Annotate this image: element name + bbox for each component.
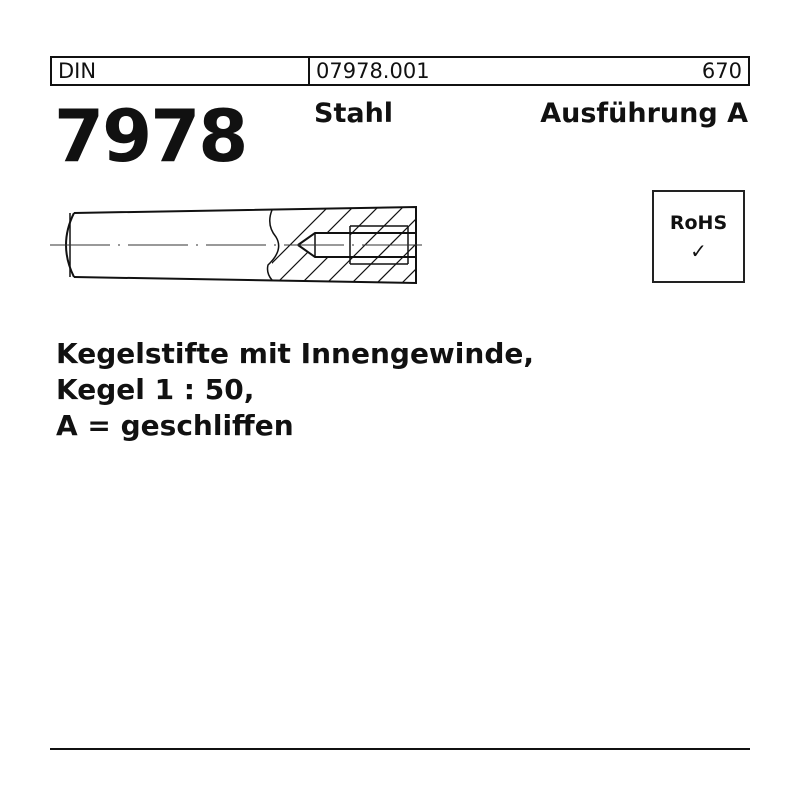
description-line-3: A = geschliffen [56, 409, 294, 442]
product-description [56, 336, 534, 444]
bottom-divider [50, 748, 750, 750]
standard-label: DIN [52, 58, 310, 84]
variant-label: Ausführung A [540, 98, 748, 129]
header-table [50, 56, 750, 86]
norm-number: 7978 [54, 94, 247, 178]
rohs-badge [652, 190, 745, 283]
taper-pin-drawing-icon [40, 195, 440, 295]
rohs-label: RoHS [669, 212, 728, 234]
description-line-2: Kegel 1 : 50, [56, 373, 255, 406]
header-numbers [310, 58, 748, 84]
material-label: Stahl [314, 98, 394, 129]
description-line-1: Kegelstifte mit Innengewinde, [56, 337, 534, 370]
page-number: 670 [701, 59, 742, 83]
article-number: 07978.001 [316, 59, 430, 83]
check-icon: ✓ [690, 239, 707, 263]
